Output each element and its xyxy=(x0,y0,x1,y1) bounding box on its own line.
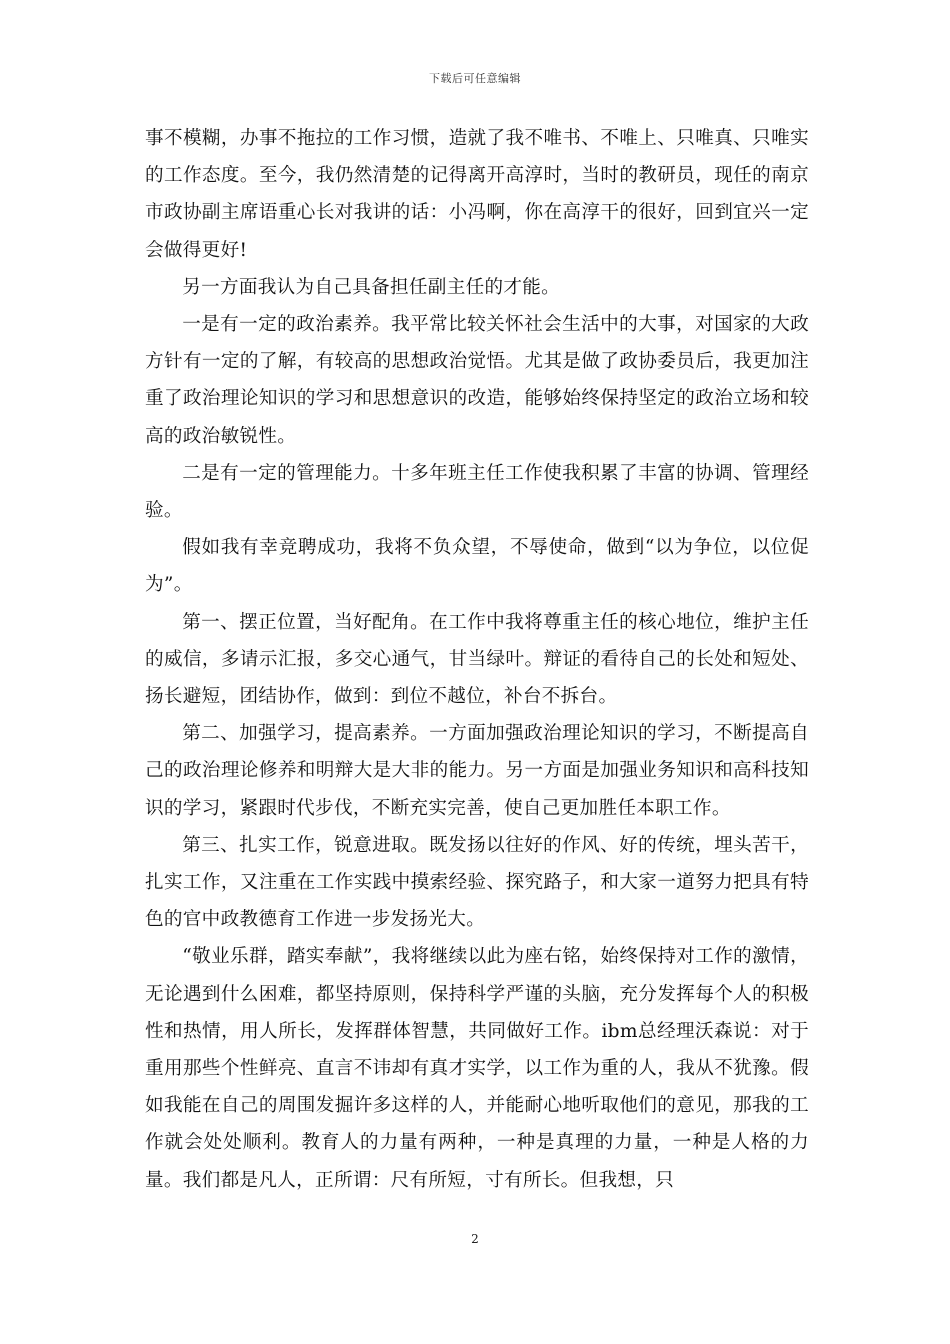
paragraph: 第一、摆正位置，当好配角。在工作中我将尊重主任的核心地位，维护主任的威信，多请示汇报，多交心通气，甘当绿叶。辩证的看待自己的长处和短处、扬长避短，团结协作，做到：到位不越位，补台不拆台。 xyxy=(145,611,809,708)
paragraph: 另一方面我认为自己具备担任副主任的才能。 xyxy=(182,276,561,298)
page-number: 2 xyxy=(471,1232,479,1246)
document-body xyxy=(145,120,809,1199)
paragraph: 假如我有幸竞聘成功，我将不负众望，不辱使命，做到“以为争位，以位促为”。 xyxy=(145,537,809,596)
paragraph: 第三、扎实工作，锐意进取。既发扬以往好的作风、好的传统，埋头苦干，扎实工作，又注重在工作实践中摸索经验、探究路子，和大家一道努力把具有特色的官中政教德育工作进一步发扬光大。 xyxy=(145,834,809,931)
paragraph-continuation: 事不模糊，办事不拖拉的工作习惯，造就了我不唯书、不唯上、只唯真、只唯实的工作态度。至今，我仍然清楚的记得离开高淳时，当时的教研员，现任的南京市政协副主席语重心长对我讲的话：小冯啊，你在高淳干的很好，回到宜兴一定会做得更好! xyxy=(145,128,809,261)
paragraph: 第二、加强学习，提高素养。一方面加强政治理论知识的学习，不断提高自己的政治理论修养和明辩大是大非的能力。另一方面是加强业务知识和高科技知识的学习，紧跟时代步伐，不断充实完善，使自己更加胜任本职工作。 xyxy=(145,723,809,819)
page-header: 下载后可任意编辑 xyxy=(429,72,521,85)
paragraph: “敬业乐群，踏实奉献”，我将继续以此为座右铭，始终保持对工作的激情，无论遇到什么困难，都坚持原则，保持科学严谨的头脑，充分发挥每个人的积极性和热情，用人所长，发挥群体智慧，共同做好工作。ibm总经理沃森说：对于重用那些个性鲜亮、直言不讳却有真才实学，以工作为重的人，我从不犹豫。假如我能在自己的周围发掘许多这样的人，并能耐心地听取他们的意见，那我的工作就会处处顺利。教育人的力量有两种，一种是真理的力量，一种是人格的力量。我们都是凡人，正所谓：尺有所短，寸有所长。但我想，只 xyxy=(145,946,809,1191)
paragraph: 一是有一定的政治素养。我平常比较关怀社会生活中的大事，对国家的大政方针有一定的了解，有较高的思想政治觉悟。尤其是做了政协委员后，我更加注重了政治理论知识的学习和思想意识的改造，能够始终保持坚定的政治立场和较高的政治敏锐性。 xyxy=(145,314,809,447)
paragraph: 二是有一定的管理能力。十多年班主任工作使我积累了丰富的协调、管理经验。 xyxy=(145,462,809,522)
